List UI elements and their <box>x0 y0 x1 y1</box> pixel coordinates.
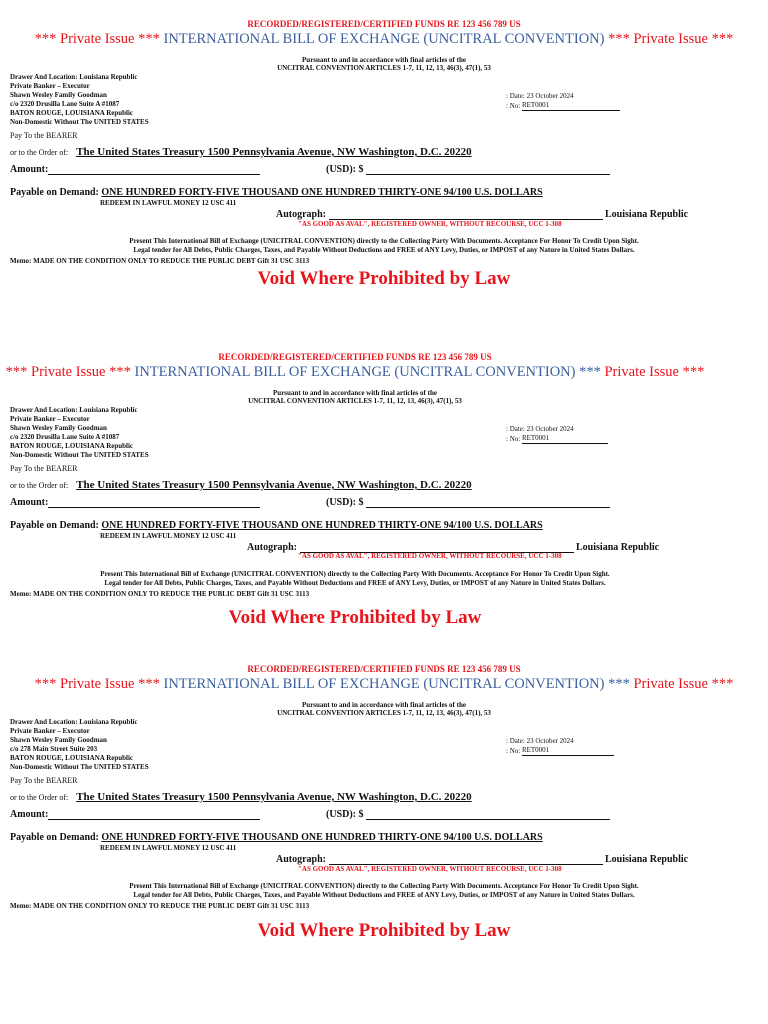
drawer-line: c/o 2320 Drusilla Lane Suite A #1087 <box>10 100 120 108</box>
present-line-2: Legal tender for All Debts, Public Charges, Taxes, and Payable Without Deductions and FREE of ANY Levy, Duties, or IMPOST of any Nature in United States Dollars. <box>133 891 635 899</box>
private-issue-right: Private Issue *** <box>633 31 734 47</box>
present-line-1: Present This International Bill of Exchange (UNICITRAL CONVENTION) directly to the Collecting Party With Documents. Acceptance For Honor To Credit Upon Sight. <box>129 882 639 890</box>
number-value: RET0001 <box>522 746 614 756</box>
payable-text: ONE HUNDRED FORTY-FIVE THOUSAND ONE HUNDRED THIRTY-ONE 94/100 U.S. DOLLARS <box>101 187 543 198</box>
autograph-label: Autograph: <box>276 209 327 220</box>
aval-line: "AS GOOD AS AVAL", REGISTERED OWNER, WITHOUT RECOURSE, UCC 1-308 <box>298 552 562 560</box>
pursuant-line: Pursuant to and in accordance with final articles of the <box>302 56 466 64</box>
date-field: : Date: 23 October 2024 <box>506 737 574 745</box>
number-value: RET0001 <box>522 101 620 111</box>
bill-title: INTERNATIONAL BILL OF EXCHANGE (UNCITRAL CONVENTION) <box>163 676 605 692</box>
usd-line <box>366 497 610 508</box>
bill-of-exchange-1 <box>0 0 768 320</box>
amount-row <box>10 497 260 508</box>
aval-line: "AS GOOD AS AVAL", REGISTERED OWNER, WITHOUT RECOURSE, UCC 1-308 <box>298 865 562 873</box>
usd-row <box>326 164 610 175</box>
order-row <box>10 142 472 160</box>
drawer-line: BATON ROUGE, LOUISIANA Republic <box>10 442 134 450</box>
pay-bearer: Pay To the BEARER <box>10 464 78 473</box>
payable-label: Payable on Demand: <box>10 187 99 198</box>
private-issue-right: Private Issue *** <box>633 676 734 692</box>
pursuant-line: Pursuant to and in accordance with final articles of the <box>302 701 466 709</box>
usd-label: (USD): $ <box>326 809 364 820</box>
drawer-line: Shawn Wesley Family Goodman <box>10 736 107 744</box>
drawer-line: Drawer And Location: Louisiana Republic <box>10 406 138 414</box>
order-label: or to the Order of: <box>10 793 69 802</box>
bill-title: INTERNATIONAL BILL OF EXCHANGE (UNCITRAL CONVENTION) <box>163 31 605 47</box>
stars-right: *** <box>608 31 630 47</box>
autograph-right: Louisiana Republic <box>605 209 689 220</box>
drawer-line: Shawn Wesley Family Goodman <box>10 91 107 99</box>
recorded-line: RECORDED/REGISTERED/CERTIFIED FUNDS RE 123 456 789 US <box>247 664 521 674</box>
drawer-line: Non-Domestic Without The UNITED STATES <box>10 763 149 771</box>
payable-text: ONE HUNDRED FORTY-FIVE THOUSAND ONE HUNDRED THIRTY-ONE 94/100 U.S. DOLLARS <box>101 520 543 531</box>
drawer-line: BATON ROUGE, LOUISIANA Republic <box>10 109 134 117</box>
void-notice: Void Where Prohibited by Law <box>257 920 511 941</box>
drawer-block <box>10 406 149 460</box>
autograph-right: Louisiana Republic <box>605 854 689 865</box>
order-label: or to the Order of: <box>10 148 69 157</box>
drawer-line: BATON ROUGE, LOUISIANA Republic <box>10 754 134 762</box>
pay-bearer: Pay To the BEARER <box>10 776 78 785</box>
drawer-line: c/o 2320 Drusilla Lane Suite A #1087 <box>10 433 120 441</box>
usd-row <box>326 809 610 820</box>
drawer-block <box>10 73 149 127</box>
redeem-line: REDEEM IN LAWFUL MONEY 12 USC 411 <box>100 844 237 852</box>
memo-line: Memo: MADE ON THE CONDITION ONLY TO REDUCE THE PUBLIC DEBT Gift 31 USC 3113 <box>10 257 310 265</box>
number-field <box>506 746 614 756</box>
usd-line <box>366 809 610 820</box>
payee-field: The United States Treasury 1500 Pennsylvania Avenue, NW Washington, D.C. 20220 <box>76 146 472 158</box>
bill-header <box>0 31 768 48</box>
drawer-line: Drawer And Location: Louisiana Republic <box>10 73 138 81</box>
date-field: : Date: 23 October 2024 <box>506 92 574 100</box>
number-value: RET0001 <box>522 434 608 444</box>
memo-line: Memo: MADE ON THE CONDITION ONLY TO REDUCE THE PUBLIC DEBT Gift 31 USC 3113 <box>10 902 310 910</box>
private-issue-right: Private Issue *** <box>604 364 705 380</box>
bill-of-exchange-3 <box>0 645 768 965</box>
amount-label: Amount: <box>10 809 49 820</box>
present-line-1: Present This International Bill of Exchange (UNICITRAL CONVENTION) directly to the Collecting Party With Documents. Acceptance For Honor To Credit Upon Sight. <box>100 570 610 578</box>
bill-header <box>0 676 768 693</box>
payable-label: Payable on Demand: <box>10 832 99 843</box>
number-label: : No: <box>506 102 522 110</box>
amount-label: Amount: <box>10 497 49 508</box>
bill-of-exchange-2 <box>0 333 768 643</box>
payable-text: ONE HUNDRED FORTY-FIVE THOUSAND ONE HUNDRED THIRTY-ONE 94/100 U.S. DOLLARS <box>101 832 543 843</box>
date-field: : Date: 23 October 2024 <box>506 425 574 433</box>
number-label: : No: <box>506 747 522 755</box>
private-issue-left: *** Private Issue *** <box>5 364 131 380</box>
private-issue-left: *** Private Issue *** <box>34 31 160 47</box>
present-line-2: Legal tender for All Debts, Public Charges, Taxes, and Payable Without Deductions and FREE of ANY Levy, Duties, or IMPOST of any Nature in United States Dollars. <box>104 579 606 587</box>
usd-row <box>326 497 610 508</box>
order-row <box>10 475 472 493</box>
pursuant-line: Pursuant to and in accordance with final articles of the <box>273 389 437 397</box>
amount-line <box>48 809 260 820</box>
number-label: : No: <box>506 435 522 443</box>
articles-line: UNCITRAL CONVENTION ARTICLES 1-7, 11, 12, 13, 46(3), 47(1), 53 <box>248 397 462 405</box>
aval-line: "AS GOOD AS AVAL", REGISTERED OWNER, WITHOUT RECOURSE, UCC 1-308 <box>298 220 562 228</box>
recorded-line: RECORDED/REGISTERED/CERTIFIED FUNDS RE 123 456 789 US <box>218 352 492 362</box>
articles-line: UNCITRAL CONVENTION ARTICLES 1-7, 11, 12, 13, 46(3), 47(1), 53 <box>277 64 491 72</box>
void-notice: Void Where Prohibited by Law <box>257 268 511 289</box>
articles-line: UNCITRAL CONVENTION ARTICLES 1-7, 11, 12, 13, 46(3), 47(1), 53 <box>277 709 491 717</box>
autograph-row <box>276 854 688 865</box>
amount-row <box>10 164 260 175</box>
drawer-line: Drawer And Location: Louisiana Republic <box>10 718 138 726</box>
autograph-row <box>276 209 688 220</box>
drawer-line: Private Banker – Executor <box>10 727 90 735</box>
order-row <box>10 787 472 805</box>
order-label: or to the Order of: <box>10 481 69 490</box>
stars-right: *** <box>608 676 630 692</box>
amount-label: Amount: <box>10 164 49 175</box>
drawer-line: Non-Domestic Without The UNITED STATES <box>10 118 149 126</box>
payable-row <box>10 187 543 198</box>
redeem-line: REDEEM IN LAWFUL MONEY 12 USC 411 <box>100 532 237 540</box>
stars-right: *** <box>579 364 601 380</box>
drawer-line: Shawn Wesley Family Goodman <box>10 424 107 432</box>
recorded-line: RECORDED/REGISTERED/CERTIFIED FUNDS RE 123 456 789 US <box>247 19 521 29</box>
void-notice: Void Where Prohibited by Law <box>228 607 482 628</box>
payee-field: The United States Treasury 1500 Pennsylvania Avenue, NW Washington, D.C. 20220 <box>76 791 472 803</box>
pay-bearer: Pay To the BEARER <box>10 131 78 140</box>
drawer-line: Private Banker – Executor <box>10 415 90 423</box>
autograph-label: Autograph: <box>276 854 327 865</box>
memo-line: Memo: MADE ON THE CONDITION ONLY TO REDUCE THE PUBLIC DEBT Gift 31 USC 3113 <box>10 590 310 598</box>
amount-line <box>48 497 260 508</box>
usd-label: (USD): $ <box>326 164 364 175</box>
number-field <box>506 434 608 444</box>
amount-row <box>10 809 260 820</box>
drawer-line: Non-Domestic Without The UNITED STATES <box>10 451 149 459</box>
autograph-line <box>329 854 603 865</box>
amount-line <box>48 164 260 175</box>
drawer-line: Private Banker – Executor <box>10 82 90 90</box>
drawer-block <box>10 718 149 772</box>
number-field <box>506 101 620 111</box>
present-line-1: Present This International Bill of Exchange (UNICITRAL CONVENTION) directly to the Collecting Party With Documents. Acceptance For Honor To Credit Upon Sight. <box>129 237 639 245</box>
autograph-line <box>329 209 603 220</box>
bill-title: INTERNATIONAL BILL OF EXCHANGE (UNCITRAL CONVENTION) <box>134 364 576 380</box>
usd-line <box>366 164 610 175</box>
autograph-label: Autograph: <box>247 542 298 553</box>
usd-label: (USD): $ <box>326 497 364 508</box>
private-issue-left: *** Private Issue *** <box>34 676 160 692</box>
present-line-2: Legal tender for All Debts, Public Charges, Taxes, and Payable Without Deductions and FREE of ANY Levy, Duties, or IMPOST of any Nature in United States Dollars. <box>133 246 635 254</box>
payable-row <box>10 832 543 843</box>
payee-field: The United States Treasury 1500 Pennsylvania Avenue, NW Washington, D.C. 20220 <box>76 479 472 491</box>
payable-label: Payable on Demand: <box>10 520 99 531</box>
drawer-line: c/o 278 Main Street Suite 203 <box>10 745 98 753</box>
autograph-right: Louisiana Republic <box>576 542 660 553</box>
payable-row <box>10 520 543 531</box>
redeem-line: REDEEM IN LAWFUL MONEY 12 USC 411 <box>100 199 237 207</box>
bill-header <box>0 364 710 381</box>
